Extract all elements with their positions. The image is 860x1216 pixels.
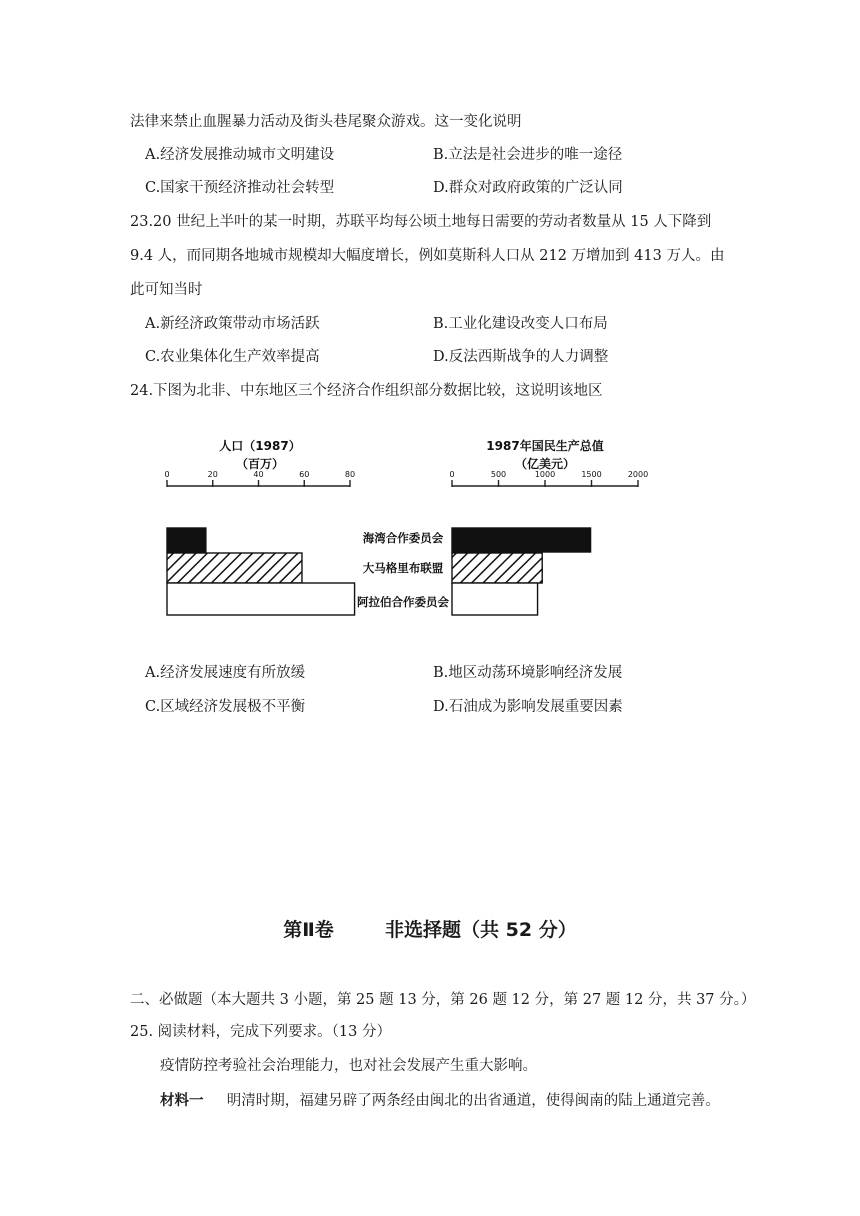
tick-label: 20 [207, 470, 218, 479]
tick-label: 40 [253, 470, 264, 479]
section-title [0, 915, 860, 942]
option-b: B.地区动荡环境影响经济发展 [433, 665, 623, 681]
option-a: A.经济发展推动城市文明建设 [145, 147, 335, 163]
bar [167, 528, 206, 552]
part-2-header: 二、必做题（本大题共 3 小题，第 25 题 13 分，第 26 题 12 分，第 27 题 12 分，共 37 分。） [130, 992, 756, 1008]
question-23-line-2: 9.4 人，而同期各地城市规模却大幅度增长，例如莫斯科人口从 212 万增加到 413 万人。由 [130, 248, 725, 264]
option-a: A.新经济政策带动市场活跃 [145, 316, 320, 332]
question-25-heading: 25. 阅读材料，完成下列要求。（13 分） [130, 1024, 391, 1040]
chart-title: 人口（1987） [219, 439, 301, 453]
question-23-line-3: 此可知当时 [130, 282, 203, 298]
option-d: D.群众对政府政策的广泛认同 [433, 180, 623, 196]
option-c: C.区域经济发展极不平衡 [145, 699, 306, 715]
material-label: 材料一 [160, 1093, 204, 1109]
tick-label: 60 [299, 470, 310, 479]
option-a: A.经济发展速度有所放缓 [145, 665, 306, 681]
option-d: D.反法西斯战争的人力调整 [433, 349, 609, 365]
chart-subtitle: （百万） [235, 457, 285, 471]
tick-label: 1000 [534, 470, 556, 479]
bar [452, 553, 542, 583]
option-c: C.国家干预经济推动社会转型 [145, 180, 335, 196]
option-b: B.工业化建设改变人口布局 [433, 316, 608, 332]
category-label: 海湾合作委员会 [362, 531, 444, 545]
tick-label: 80 [344, 470, 356, 479]
chart-title: 1987年国民生产总值 [486, 439, 604, 453]
question-23-line-1: 23.20 世纪上半叶的某一时期，苏联平均每公顷土地每日需要的劳动者数量从 15 人下降到 [130, 214, 712, 230]
question-24-line-1: 24.下图为北非、中东地区三个经济合作组织部分数据比较，这说明该地区 [130, 383, 603, 399]
tick-label: 0 [449, 470, 455, 479]
category-label: 大马格里布联盟 [362, 561, 444, 575]
comparison-chart [0, 420, 860, 650]
tick-label: 1500 [581, 470, 602, 479]
tick-label: 500 [490, 470, 507, 479]
tick-label: 0 [164, 470, 170, 479]
option-c: C.农业集体化生产效率提高 [145, 349, 320, 365]
section-title-right: 非选择题（共 52 分） [385, 919, 577, 941]
option-d: D.石油成为影响发展重要因素 [433, 699, 623, 715]
option-b: B.立法是社会进步的唯一途径 [433, 147, 623, 163]
material-text: 明清时期，福建另辟了两条经由闽北的出省通道，使得闽南的陆上通道完善。 [226, 1093, 720, 1109]
material-intro: 疫情防控考验社会治理能力，也对社会发展产生重大影响。 [160, 1058, 537, 1074]
bar [167, 553, 302, 583]
material-one [160, 1091, 720, 1111]
chart-subtitle: （亿美元） [514, 457, 576, 471]
category-label: 阿拉伯合作委员会 [357, 595, 449, 609]
bar [452, 528, 591, 552]
bar [167, 583, 355, 615]
text-line: 法律来禁止血腥暴力活动及街头巷尾聚众游戏。这一变化说明 [130, 114, 522, 130]
bar [452, 583, 538, 615]
section-title-left: 第Ⅱ卷 [283, 919, 334, 941]
tick-label: 2000 [627, 470, 649, 479]
